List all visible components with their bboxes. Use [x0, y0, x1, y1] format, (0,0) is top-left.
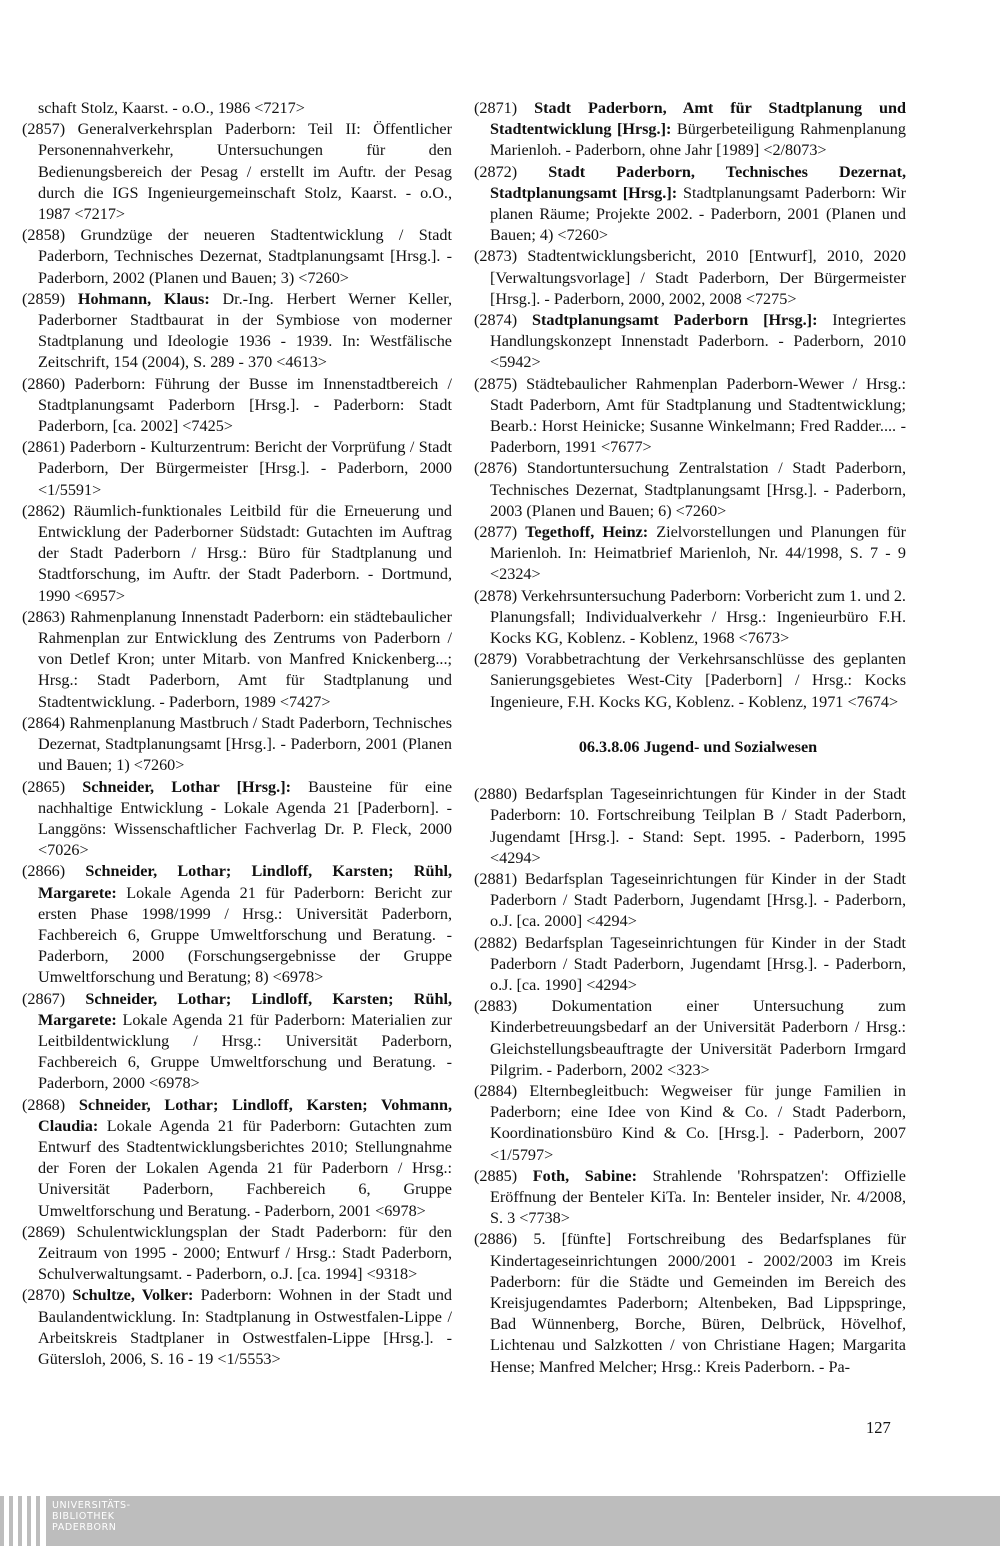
bibliography-entry: [474, 522, 906, 586]
bibliography-entry: [474, 649, 906, 713]
entry-number: (2884): [474, 1081, 518, 1100]
bibliography-entry: [22, 1222, 452, 1286]
entry-number: (2872): [474, 162, 518, 181]
entry-text: Vorabbetrachtung der Verkehrsanschlüsse des geplanten Sanierungsgebietes West-City [Paderborn] / Hrsg.: Kocks Ingenieure, F.H. Kocks KG, Koblenz. - Koblenz, 1971 <7674>: [490, 650, 906, 711]
entry-text: Bedarfsplan Tageseinrichtungen für Kinder in der Stadt Paderborn / Stadt Paderborn, Jugendamt [Hrsg.]. - Paderborn, o.J. [ca. 2000] <4294>: [490, 869, 906, 931]
entry-number: (2877): [474, 523, 518, 542]
entry-text: Generalverkehrsplan Paderborn: Teil II: Öffentlicher Personennahverkehr, Untersuchungen für den Bedienungsbereich der Pesag / erstellt im Auftr. der Pesag durch die IGS Ingenieurgemeinschaft Stolz, Kaarst. - o.O., 1987 <7217>: [38, 120, 452, 224]
right-column: [474, 98, 906, 1378]
entry-text: Räumlich-funktionales Leitbild für die Erneuerung und Entwicklung der Paderborner Südstadt: Gutachten im Auftrag der Stadt Paderborn / Hrsg.: Büro für Stadtplanung und Stadtforschung, im Auftr. der Stadt Paderborn. - Dortmund, 1990 <6957>: [38, 501, 453, 605]
entry-number: (2864): [22, 713, 66, 732]
entry-text: Bedarfsplan Tageseinrichtungen für Kinder in der Stadt Paderborn / Stadt Paderborn, Jugendamt [Hrsg.]. - Paderborn, o.J. [ca. 1990] <4294>: [490, 933, 906, 994]
bibliography-entry: [474, 933, 906, 997]
bibliography-entry: [22, 713, 452, 777]
bibliography-entry: [22, 607, 452, 713]
entry-number: (2881): [474, 869, 518, 888]
bibliography-entry: [474, 162, 906, 247]
entry-text: Schulentwicklungsplan der Stadt Paderborn: für den Zeitraum von 1995 - 2000; Entwurf / Hrsg.: Stadt Paderborn, Schulverwaltungsamt. - Paderborn, o.J. [ca. 1994] <9318>: [38, 1222, 453, 1284]
entry-number: (2868): [22, 1095, 66, 1114]
bibliography-entry: [22, 437, 452, 501]
bibliography-entry: [22, 861, 452, 988]
bibliography-entry: [474, 98, 906, 162]
library-name-line-2: BIBLIOTHEK: [52, 1511, 115, 1522]
bibliography-entry: [22, 119, 452, 225]
entry-number: (2862): [22, 501, 66, 520]
entry-number: (2867): [22, 989, 66, 1008]
entry-text: Strahlende 'Rohrspatzen': Offizielle Eröffnung der Benteler KiTa. In: Benteler insider, Nr. 4/2008, S. 3 <7738>: [490, 1166, 906, 1228]
bibliography-entry: [22, 989, 452, 1095]
entry-number: (2874): [474, 311, 518, 330]
entry-number: (2876): [474, 459, 518, 478]
entry-number: (2878): [474, 586, 518, 605]
entry-number: (2883): [474, 997, 518, 1016]
entry-number: (2879): [474, 650, 518, 669]
bibliography-entry: [474, 458, 906, 522]
bibliography-entry: [22, 1285, 452, 1370]
bibliography-entry: [474, 996, 906, 1081]
entry-number: (2866): [22, 862, 66, 881]
bibliography-entry: [22, 225, 452, 289]
entry-text: Rahmenplanung Mastbruch / Stadt Paderborn, Technisches Dezernat, Stadtplanungsamt [Hrsg.]. - Paderborn, 2001 (Planen und Bauen; 1) <7260>: [38, 713, 453, 775]
section-heading: 06.3.8.06 Jugend- und Sozialwesen: [578, 737, 818, 756]
entry-text: Dr.-Ing. Herbert Werner Keller, Paderborner Stadtbaurat in der Symbiose von moderner Stadtplanung und Ideologie 1936 - 1939. In: Westfälische Zeitschrift, 154 (2004), S. 289 - 370 <4613>: [38, 289, 452, 372]
entry-text: Paderborn: Wohnen in der Stadt und Baulandentwicklung. In: Stadtplanung in Ostwestfalen-Lippe / Arbeitskreis Stadtplaner in Ostwestfalen-Lippe [Hrsg.]. - Gütersloh, 2006, S. 16 - 19 <1/5553>: [38, 1286, 453, 1368]
entry-number: (2865): [22, 777, 66, 796]
entry-text: Lokale Agenda 21 für Paderborn: Bericht zur ersten Phase 1998/1999 / Hrsg.: Universität Paderborn, Fachbereich 6, Gruppe Umweltforschung und Beratung. - Paderborn, 2000 (Forschungsergebnisse der Gruppe Umweltforschung und Beratung; 8) <6978>: [38, 883, 453, 987]
entry-author: Schneider, Lothar; Lindloff, Karsten; Vohmann, Claudia:: [38, 1095, 452, 1135]
page-number: 127: [866, 1418, 891, 1437]
library-name-line-3: PADERBORN: [52, 1522, 117, 1533]
bibliography-entry: [474, 784, 906, 869]
entry-text: schaft Stolz, Kaarst. - o.O., 1986 <7217>: [38, 99, 305, 117]
entry-text: Bausteine für eine nachhaltige Entwicklung - Lokale Agenda 21 [Paderborn]. - Langgöns: Wissenschaftlicher Fachverlag Dr. P. Fleck, 2000 <7026>: [38, 777, 453, 860]
left-column: [22, 98, 452, 1370]
entry-number: (2859): [22, 289, 66, 308]
entry-number: (2870): [22, 1286, 66, 1305]
bibliography-entry: [474, 869, 906, 933]
entry-number: (2869): [22, 1222, 66, 1241]
entry-number: (2873): [474, 247, 518, 266]
bibliography-entry: [474, 374, 906, 459]
entry-number: (2858): [22, 226, 66, 245]
entry-text: Zielvorstellungen und Planungen für Marienloh. In: Heimatbrief Marienloh, Nr. 44/1998, S. 7 - 9 <2324>: [490, 523, 907, 584]
entry-text: Integriertes Handlungskonzept Innenstadt Paderborn. - Paderborn, 2010 <5942>: [490, 311, 906, 372]
entry-text: Paderborn - Kulturzentrum: Bericht der Vorprüfung / Stadt Paderborn, Der Bürgermeister [Hrsg.]. - Paderborn, 2000 <1/5591>: [38, 438, 452, 499]
entry-number: (2857): [22, 120, 66, 139]
entry-text: Städtebaulicher Rahmenplan Paderborn-Wewer / Hrsg.: Stadt Paderborn, Amt für Stadtplanung und Stadtentwicklung; Bearb.: Horst Heinicke; Susanne Winkelmann; Fred Radder.... - Paderborn, 1991 <7677>: [490, 374, 907, 457]
entry-text: Lokale Agenda 21 für Paderborn: Materialien zur Leitbildentwicklung / Hrsg.: Universität Paderborn, Fachbereich 6, Gruppe Umweltforschung und Beratung. - Paderborn, 2000 <6978>: [38, 1010, 452, 1093]
entry-text: Standortuntersuchung Zentralstation / Stadt Paderborn, Technisches Dezernat, Stadtplanungsamt [Hrsg.]. - Paderborn, 2003 (Planen und Bauen; 6) <7260>: [490, 459, 906, 520]
entry-text: Dokumentation einer Untersuchung zum Kinderbetreuungsbedarf an der Universität Paderborn / Hrsg.: Gleichstellungsbeauftragte der Universität Paderborn Irmgard Pilgrim. - Paderborn, 2002 <323>: [490, 997, 906, 1079]
entry-text: 5. [fünfte] Fortschreibung des Bedarfsplanes für Kindertageseinrichtungen 2000/2001 - 2002/2003 im Kreis Paderborn: für die Städte und Gemeinden im Bereich des Kreisjugendamtes Paderborn; Altenbeken, Bad Lippspringe, Bad Wünnenberg, Borche, Büren, Delbrück, Hövelhof, Lichtenau und Salzkotten / von Christiane Hagen; Margarita Hense; Manfred Melcher; Hrsg.: Kreis Paderborn. - Pa-: [490, 1230, 906, 1376]
bibliography-entry: [474, 1166, 906, 1230]
entry-number: (2871): [474, 99, 518, 117]
entry-author: Stadtplanungsamt Paderborn [Hrsg.]:: [531, 311, 818, 330]
entry-author: Schultze, Volker:: [72, 1286, 194, 1305]
entry-author: Stadt Paderborn, Technisches Dezernat, Stadtplanungsamt [Hrsg.]:: [490, 162, 907, 202]
entry-number: (2863): [22, 607, 66, 626]
library-logo-text: [52, 1500, 131, 1533]
entry-author: Schneider, Lothar; Lindloff, Karsten; Rühl, Margarete:: [38, 862, 453, 902]
entry-text: Stadtplanungsamt Paderborn: Wir planen Räume; Projekte 2002. - Paderborn, 2001 (Planen und Bauen; 4) <7260>: [490, 183, 906, 245]
bibliography-entry: [474, 1081, 906, 1166]
library-footer: [0, 1496, 1000, 1546]
library-logo-bars-icon: [2, 1496, 48, 1546]
entry-author: Schneider, Lothar [Hrsg.]:: [82, 777, 291, 796]
entry-author: Tegethoff, Heinz:: [525, 523, 649, 542]
entry-author: Foth, Sabine:: [532, 1166, 637, 1185]
entry-text: Lokale Agenda 21 für Paderborn: Gutachten zum Entwurf des Stadtentwicklungsberichtes 2010; Stellungnahme der Foren der Lokalen Agenda 21 für Paderborn / Hrsg.: Universität Paderborn, Fachbereich 6, Gruppe Umweltforschung und Beratung. - Paderborn, 2001 <6978>: [38, 1116, 452, 1220]
entry-text: Stadtentwicklungsbericht, 2010 [Entwurf], 2010, 2020 [Verwaltungsvorlage] / Stadt Paderborn, Der Bürgermeister [Hrsg.]. - Paderborn, 2000, 2002, 2008 <7275>: [490, 247, 906, 308]
entry-author: Stadt Paderborn, Amt für Stadtplanung und Stadtentwicklung [Hrsg.]:: [490, 99, 907, 139]
entry-text: Grundzüge der neueren Stadtentwicklung / Stadt Paderborn, Technisches Dezernat, Stadtplanungsamt [Hrsg.]. - Paderborn, 2002 (Planen und Bauen; 3) <7260>: [38, 226, 452, 287]
bibliography-entry: [474, 246, 906, 310]
bibliography-entry: [474, 310, 906, 374]
entry-number: (2882): [474, 933, 518, 952]
entry-text: Elternbegleitbuch: Wegweiser für junge Familien in Paderborn; eine Idee von Kind & Co. / Stadt Paderborn, Koordinationsbüro Kind & Co. [Hrsg.]. - Paderborn, 2007 <1/5797>: [490, 1081, 906, 1164]
entry-text: Bürgerbeteiligung Rahmenplanung Marienloh. - Paderborn, ohne Jahr [1989] <2/8073>: [490, 120, 906, 160]
entry-number: (2875): [474, 374, 518, 393]
entry-number: (2861): [22, 438, 66, 457]
entry-text: Verkehrsuntersuchung Paderborn: Vorbericht zum 1. und 2. Planungsfall; Individualverkehr / Hrsg.: Ingenieurbüro F.H. Kocks KG, Koblenz. - Koblenz, 1968 <7673>: [490, 586, 906, 648]
entry-author: Hohmann, Klaus:: [77, 289, 210, 308]
entry-text: Bedarfsplan Tageseinrichtungen für Kinder in der Stadt Paderborn: 10. Fortschreibung Teilplan B / Stadt Paderborn, Jugendamt [Hrsg.]. - Stand: Sept. 1995. - Paderborn, 1995 <4294>: [490, 785, 906, 867]
entry-number: (2860): [22, 374, 66, 393]
entry-number: (2880): [474, 785, 518, 804]
entry-text: Rahmenplanung Innenstadt Paderborn: ein städtebaulicher Rahmenplan zur Entwicklung des Zentrums von Paderborn / von Detlef Kron; unter Mitarb. von Manfred Knickenberg...; Hrsg.: Stadt Paderborn, Amt für Stadtplanung und Stadtentwicklung. - Paderborn, 1989 <7427>: [38, 607, 452, 711]
bibliography-entry: [22, 501, 452, 607]
right-column-bottom-entries: [474, 784, 906, 1378]
bibliography-entry: [22, 1095, 452, 1222]
library-name-line-1: UNIVERSITÄTS-: [52, 1500, 131, 1511]
bibliography-entry: [22, 289, 452, 374]
right-column-top-entries: [474, 98, 906, 713]
bibliography-entry: [474, 586, 906, 650]
entry-text: Paderborn: Führung der Busse im Innenstadtbereich / Stadtplanungsamt Paderborn [Hrsg.]. - Paderborn: Stadt Paderborn, [ca. 2002] <7425>: [38, 374, 452, 436]
bibliography-entry: [22, 98, 452, 119]
entry-number: (2885): [474, 1166, 518, 1185]
entry-number: (2886): [474, 1230, 518, 1249]
bibliography-entry: [22, 374, 452, 438]
bibliography-entry: [474, 1229, 906, 1377]
entry-author: Schneider, Lothar; Lindloff, Karsten; Rühl, Margarete:: [38, 989, 453, 1029]
bibliography-entry: [22, 777, 452, 862]
